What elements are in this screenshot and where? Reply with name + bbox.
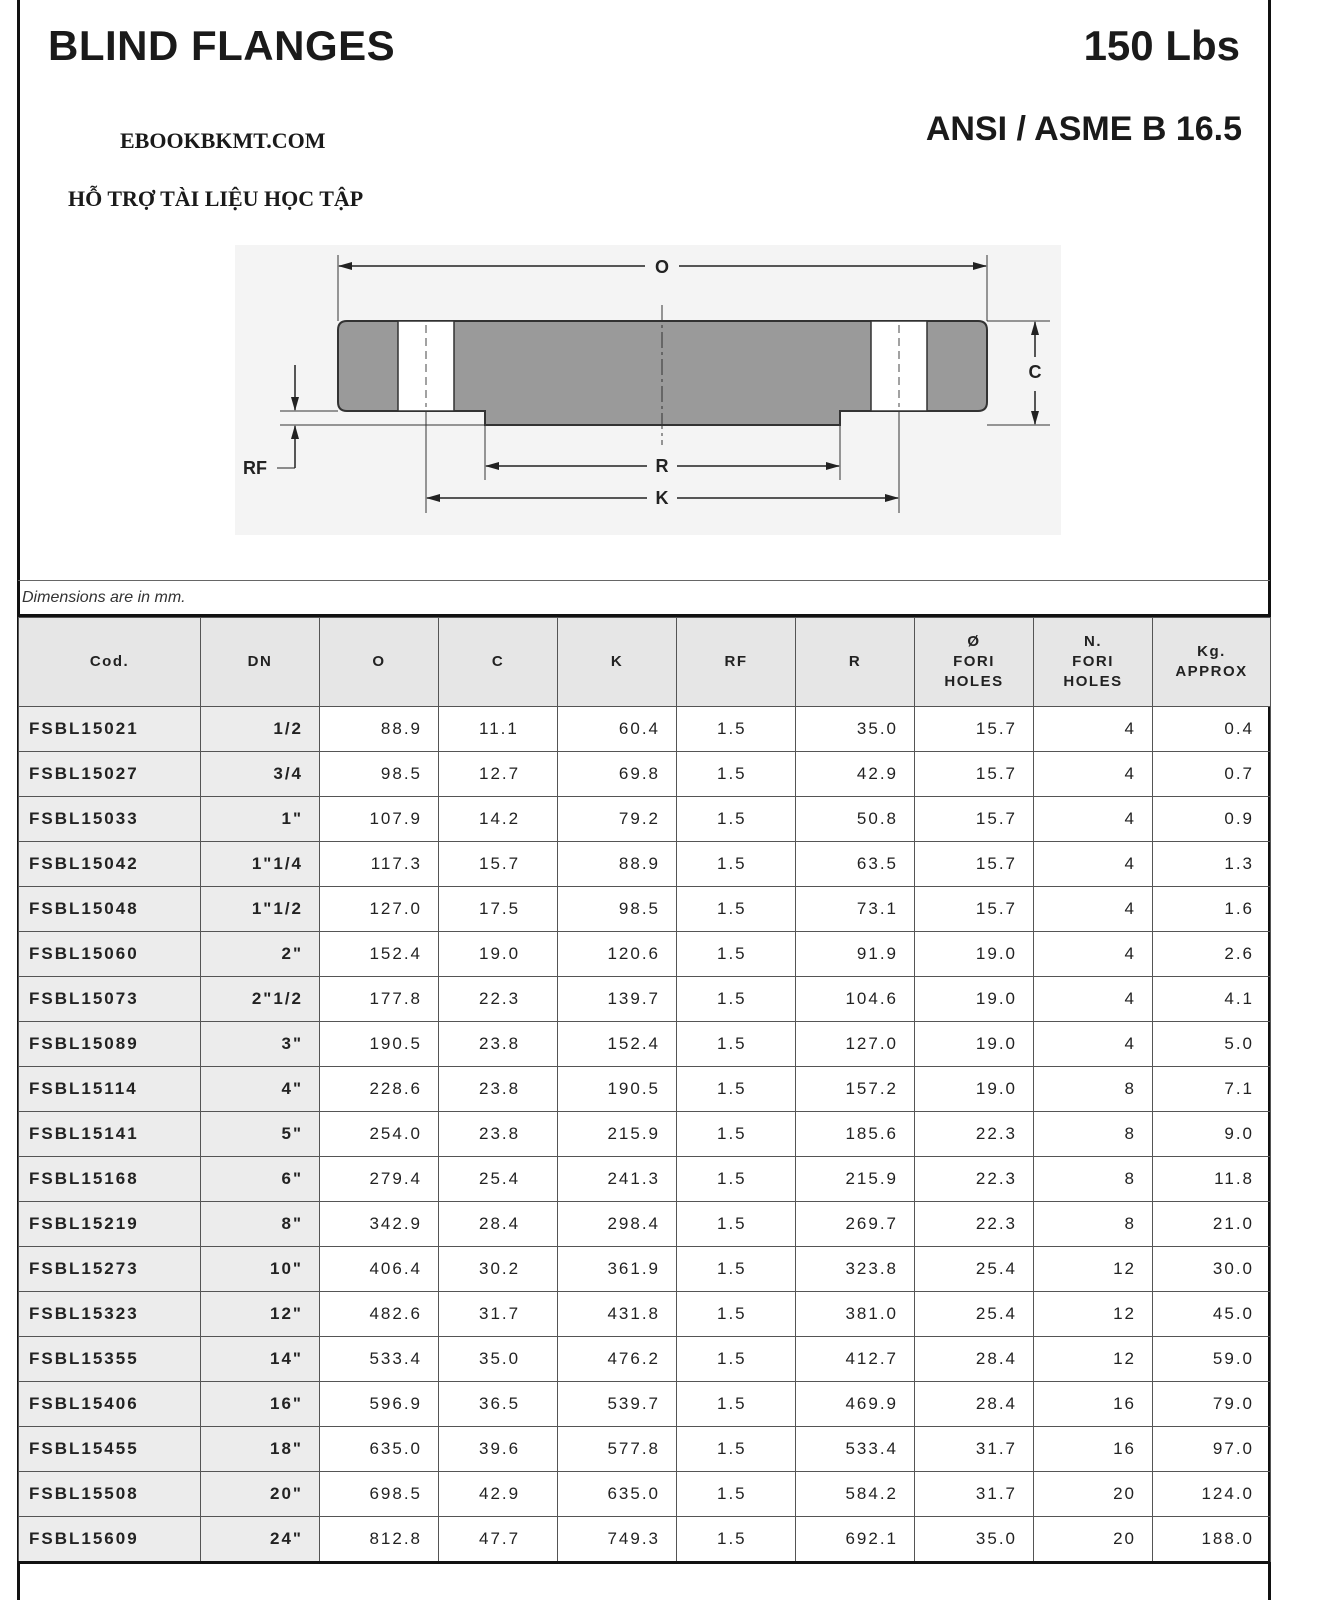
table-row	[19, 1427, 1271, 1472]
header-o: O	[320, 618, 439, 707]
cell-r: 185.6	[796, 1112, 915, 1157]
cell-dn: 18"	[201, 1427, 320, 1472]
cell-dn: 1/2	[201, 707, 320, 752]
cell-hole-count: 4	[1034, 977, 1153, 1022]
cell-c: 28.4	[439, 1202, 558, 1247]
cell-weight: 30.0	[1153, 1247, 1271, 1292]
cell-o: 107.9	[320, 797, 439, 842]
cell-cod: FSBL15273	[19, 1247, 201, 1292]
cell-dn: 1"	[201, 797, 320, 842]
cell-k: 635.0	[558, 1472, 677, 1517]
cell-rf: 1.5	[677, 1022, 796, 1067]
table-row	[19, 1337, 1271, 1382]
cell-rf: 1.5	[677, 1157, 796, 1202]
label-k: K	[655, 488, 669, 508]
cell-o: 117.3	[320, 842, 439, 887]
cell-weight: 7.1	[1153, 1067, 1271, 1112]
divider	[18, 580, 1270, 581]
cell-c: 39.6	[439, 1427, 558, 1472]
cell-c: 15.7	[439, 842, 558, 887]
cell-cod: FSBL15323	[19, 1292, 201, 1337]
cell-weight: 124.0	[1153, 1472, 1271, 1517]
cell-dn: 12"	[201, 1292, 320, 1337]
cell-k: 88.9	[558, 842, 677, 887]
cell-r: 63.5	[796, 842, 915, 887]
cell-dn: 20"	[201, 1472, 320, 1517]
cell-hole-diameter: 28.4	[915, 1382, 1034, 1427]
cell-c: 47.7	[439, 1517, 558, 1562]
table-row	[19, 1157, 1271, 1202]
cell-k: 361.9	[558, 1247, 677, 1292]
cell-hole-count: 16	[1034, 1382, 1153, 1427]
cell-dn: 3/4	[201, 752, 320, 797]
table-row	[19, 1292, 1271, 1337]
cell-hole-count: 12	[1034, 1337, 1153, 1382]
cell-c: 25.4	[439, 1157, 558, 1202]
table-row	[19, 977, 1271, 1022]
divider	[18, 1561, 1270, 1564]
header-r: R	[796, 618, 915, 707]
cell-dn: 16"	[201, 1382, 320, 1427]
cell-cod: FSBL15508	[19, 1472, 201, 1517]
cell-hole-count: 4	[1034, 887, 1153, 932]
cell-hole-count: 8	[1034, 1202, 1153, 1247]
cell-cod: FSBL15042	[19, 842, 201, 887]
cell-c: 31.7	[439, 1292, 558, 1337]
cell-dn: 5"	[201, 1112, 320, 1157]
cell-cod: FSBL15060	[19, 932, 201, 977]
cell-o: 279.4	[320, 1157, 439, 1202]
cell-r: 584.2	[796, 1472, 915, 1517]
cell-k: 152.4	[558, 1022, 677, 1067]
cell-rf: 1.5	[677, 932, 796, 977]
cell-o: 127.0	[320, 887, 439, 932]
cell-dn: 14"	[201, 1337, 320, 1382]
cell-c: 14.2	[439, 797, 558, 842]
cell-cod: FSBL15048	[19, 887, 201, 932]
table-row	[19, 932, 1271, 977]
table-row	[19, 1112, 1271, 1157]
cell-o: 533.4	[320, 1337, 439, 1382]
cell-hole-count: 20	[1034, 1472, 1153, 1517]
table-row	[19, 1472, 1271, 1517]
cell-k: 69.8	[558, 752, 677, 797]
cell-o: 596.9	[320, 1382, 439, 1427]
cell-dn: 6"	[201, 1157, 320, 1202]
cell-c: 12.7	[439, 752, 558, 797]
cell-c: 19.0	[439, 932, 558, 977]
cell-hole-diameter: 19.0	[915, 977, 1034, 1022]
cell-o: 152.4	[320, 932, 439, 977]
cell-cod: FSBL15168	[19, 1157, 201, 1202]
cell-weight: 9.0	[1153, 1112, 1271, 1157]
cell-hole-count: 16	[1034, 1427, 1153, 1472]
cell-hole-diameter: 31.7	[915, 1427, 1034, 1472]
table-row	[19, 797, 1271, 842]
cell-weight: 45.0	[1153, 1292, 1271, 1337]
cell-r: 91.9	[796, 932, 915, 977]
cell-c: 23.8	[439, 1022, 558, 1067]
cell-k: 79.2	[558, 797, 677, 842]
cell-k: 98.5	[558, 887, 677, 932]
cell-hole-diameter: 15.7	[915, 797, 1034, 842]
cell-cod: FSBL15033	[19, 797, 201, 842]
cell-dn: 1"1/2	[201, 887, 320, 932]
watermark-site: EBOOKBKMT.COM	[120, 128, 326, 153]
cell-hole-diameter: 15.7	[915, 707, 1034, 752]
header-cod: Cod.	[19, 618, 201, 707]
cell-rf: 1.5	[677, 1067, 796, 1112]
cell-r: 35.0	[796, 707, 915, 752]
cell-c: 23.8	[439, 1112, 558, 1157]
cell-c: 11.1	[439, 707, 558, 752]
cell-cod: FSBL15141	[19, 1112, 201, 1157]
cell-rf: 1.5	[677, 1472, 796, 1517]
cell-weight: 79.0	[1153, 1382, 1271, 1427]
cell-rf: 1.5	[677, 1517, 796, 1562]
cell-dn: 4"	[201, 1067, 320, 1112]
cell-hole-count: 4	[1034, 707, 1153, 752]
flange-diagram	[235, 245, 1061, 535]
cell-hole-count: 8	[1034, 1067, 1153, 1112]
cell-r: 469.9	[796, 1382, 915, 1427]
cell-hole-diameter: 19.0	[915, 1022, 1034, 1067]
watermark-slogan: HỖ TRỢ TÀI LIỆU HỌC TẬP	[68, 186, 364, 211]
cell-k: 241.3	[558, 1157, 677, 1202]
cell-cod: FSBL15021	[19, 707, 201, 752]
table-row	[19, 752, 1271, 797]
cell-hole-diameter: 31.7	[915, 1472, 1034, 1517]
cell-cod: FSBL15089	[19, 1022, 201, 1067]
cell-cod: FSBL15355	[19, 1337, 201, 1382]
cell-c: 42.9	[439, 1472, 558, 1517]
cell-c: 23.8	[439, 1067, 558, 1112]
cell-dn: 2"1/2	[201, 977, 320, 1022]
label-r: R	[655, 456, 669, 476]
cell-o: 254.0	[320, 1112, 439, 1157]
cell-c: 35.0	[439, 1337, 558, 1382]
cell-o: 482.6	[320, 1292, 439, 1337]
table-row	[19, 887, 1271, 932]
cell-r: 73.1	[796, 887, 915, 932]
cell-o: 635.0	[320, 1427, 439, 1472]
units-note: Dimensions are in mm.	[22, 589, 186, 606]
cell-weight: 0.9	[1153, 797, 1271, 842]
label-rf: RF	[243, 458, 267, 478]
cell-c: 36.5	[439, 1382, 558, 1427]
cell-hole-count: 4	[1034, 797, 1153, 842]
cell-dn: 1"1/4	[201, 842, 320, 887]
cell-hole-diameter: 19.0	[915, 932, 1034, 977]
header-k: K	[558, 618, 677, 707]
cell-r: 50.8	[796, 797, 915, 842]
cell-weight: 59.0	[1153, 1337, 1271, 1382]
cell-o: 342.9	[320, 1202, 439, 1247]
cell-c: 22.3	[439, 977, 558, 1022]
cell-hole-diameter: 22.3	[915, 1112, 1034, 1157]
cell-k: 577.8	[558, 1427, 677, 1472]
cell-rf: 1.5	[677, 842, 796, 887]
cell-r: 692.1	[796, 1517, 915, 1562]
cell-hole-diameter: 28.4	[915, 1337, 1034, 1382]
table-row	[19, 1517, 1271, 1562]
cell-rf: 1.5	[677, 1337, 796, 1382]
cell-hole-count: 4	[1034, 1022, 1153, 1067]
cell-hole-count: 12	[1034, 1292, 1153, 1337]
table-row	[19, 1202, 1271, 1247]
table-row	[19, 1022, 1271, 1067]
cell-rf: 1.5	[677, 1202, 796, 1247]
dimensions-table	[18, 617, 1271, 1562]
cell-weight: 4.1	[1153, 977, 1271, 1022]
cell-hole-diameter: 19.0	[915, 1067, 1034, 1112]
cell-r: 127.0	[796, 1022, 915, 1067]
table-row	[19, 1382, 1271, 1427]
cell-rf: 1.5	[677, 1427, 796, 1472]
cell-o: 177.8	[320, 977, 439, 1022]
cell-k: 298.4	[558, 1202, 677, 1247]
cell-rf: 1.5	[677, 1292, 796, 1337]
cell-k: 120.6	[558, 932, 677, 977]
cell-hole-diameter: 22.3	[915, 1202, 1034, 1247]
cell-cod: FSBL15609	[19, 1517, 201, 1562]
cell-weight: 0.7	[1153, 752, 1271, 797]
cell-rf: 1.5	[677, 1382, 796, 1427]
cell-o: 228.6	[320, 1067, 439, 1112]
cell-o: 88.9	[320, 707, 439, 752]
cell-c: 17.5	[439, 887, 558, 932]
cell-weight: 5.0	[1153, 1022, 1271, 1067]
table-row	[19, 1067, 1271, 1112]
cell-rf: 1.5	[677, 797, 796, 842]
table-header-row	[19, 618, 1271, 707]
cell-rf: 1.5	[677, 752, 796, 797]
cell-k: 215.9	[558, 1112, 677, 1157]
cell-cod: FSBL15027	[19, 752, 201, 797]
cell-hole-diameter: 25.4	[915, 1292, 1034, 1337]
cell-cod: FSBL15406	[19, 1382, 201, 1427]
cell-hole-diameter: 15.7	[915, 752, 1034, 797]
cell-k: 431.8	[558, 1292, 677, 1337]
cell-hole-count: 4	[1034, 842, 1153, 887]
cell-o: 698.5	[320, 1472, 439, 1517]
cell-r: 215.9	[796, 1157, 915, 1202]
cell-hole-diameter: 25.4	[915, 1247, 1034, 1292]
cell-o: 406.4	[320, 1247, 439, 1292]
cell-rf: 1.5	[677, 707, 796, 752]
cell-weight: 2.6	[1153, 932, 1271, 977]
cell-o: 812.8	[320, 1517, 439, 1562]
cell-k: 190.5	[558, 1067, 677, 1112]
cell-hole-count: 20	[1034, 1517, 1153, 1562]
cell-k: 139.7	[558, 977, 677, 1022]
cell-rf: 1.5	[677, 1247, 796, 1292]
cell-weight: 97.0	[1153, 1427, 1271, 1472]
cell-c: 30.2	[439, 1247, 558, 1292]
header-weight: Kg. APPROX	[1153, 618, 1271, 707]
cell-r: 104.6	[796, 977, 915, 1022]
header-c: C	[439, 618, 558, 707]
table-row	[19, 707, 1271, 752]
header-hole-count: N. FORI HOLES	[1034, 618, 1153, 707]
label-c: C	[1028, 362, 1042, 382]
cell-hole-count: 8	[1034, 1157, 1153, 1202]
label-o: O	[654, 257, 670, 277]
cell-weight: 1.6	[1153, 887, 1271, 932]
cell-dn: 3"	[201, 1022, 320, 1067]
cell-hole-count: 4	[1034, 752, 1153, 797]
cell-r: 42.9	[796, 752, 915, 797]
cell-hole-diameter: 35.0	[915, 1517, 1034, 1562]
cell-weight: 0.4	[1153, 707, 1271, 752]
table-body	[19, 707, 1271, 1562]
cell-rf: 1.5	[677, 887, 796, 932]
cell-weight: 188.0	[1153, 1517, 1271, 1562]
cell-r: 381.0	[796, 1292, 915, 1337]
cell-weight: 21.0	[1153, 1202, 1271, 1247]
cell-r: 412.7	[796, 1337, 915, 1382]
cell-k: 476.2	[558, 1337, 677, 1382]
cell-cod: FSBL15219	[19, 1202, 201, 1247]
cell-rf: 1.5	[677, 977, 796, 1022]
cell-o: 98.5	[320, 752, 439, 797]
cell-hole-count: 8	[1034, 1112, 1153, 1157]
page-title: BLIND FLANGES	[48, 22, 396, 69]
pressure-rating: 150 Lbs	[1083, 22, 1240, 69]
header-hole-diameter: Ø FORI HOLES	[915, 618, 1034, 707]
cell-k: 60.4	[558, 707, 677, 752]
cell-r: 157.2	[796, 1067, 915, 1112]
cell-hole-diameter: 15.7	[915, 887, 1034, 932]
cell-o: 190.5	[320, 1022, 439, 1067]
cell-k: 539.7	[558, 1382, 677, 1427]
cell-dn: 2"	[201, 932, 320, 977]
header-dn: DN	[201, 618, 320, 707]
cell-hole-count: 4	[1034, 932, 1153, 977]
cell-rf: 1.5	[677, 1112, 796, 1157]
cell-dn: 24"	[201, 1517, 320, 1562]
table-row	[19, 842, 1271, 887]
cell-cod: FSBL15114	[19, 1067, 201, 1112]
cell-dn: 8"	[201, 1202, 320, 1247]
cell-cod: FSBL15073	[19, 977, 201, 1022]
cell-hole-diameter: 15.7	[915, 842, 1034, 887]
cell-weight: 1.3	[1153, 842, 1271, 887]
cell-r: 269.7	[796, 1202, 915, 1247]
cell-r: 533.4	[796, 1427, 915, 1472]
cell-weight: 11.8	[1153, 1157, 1271, 1202]
standard-label: ANSI / ASME B 16.5	[925, 110, 1242, 148]
cell-r: 323.8	[796, 1247, 915, 1292]
cell-hole-count: 12	[1034, 1247, 1153, 1292]
header-rf: RF	[677, 618, 796, 707]
cell-k: 749.3	[558, 1517, 677, 1562]
cell-hole-diameter: 22.3	[915, 1157, 1034, 1202]
cell-dn: 10"	[201, 1247, 320, 1292]
cell-cod: FSBL15455	[19, 1427, 201, 1472]
table-row	[19, 1247, 1271, 1292]
